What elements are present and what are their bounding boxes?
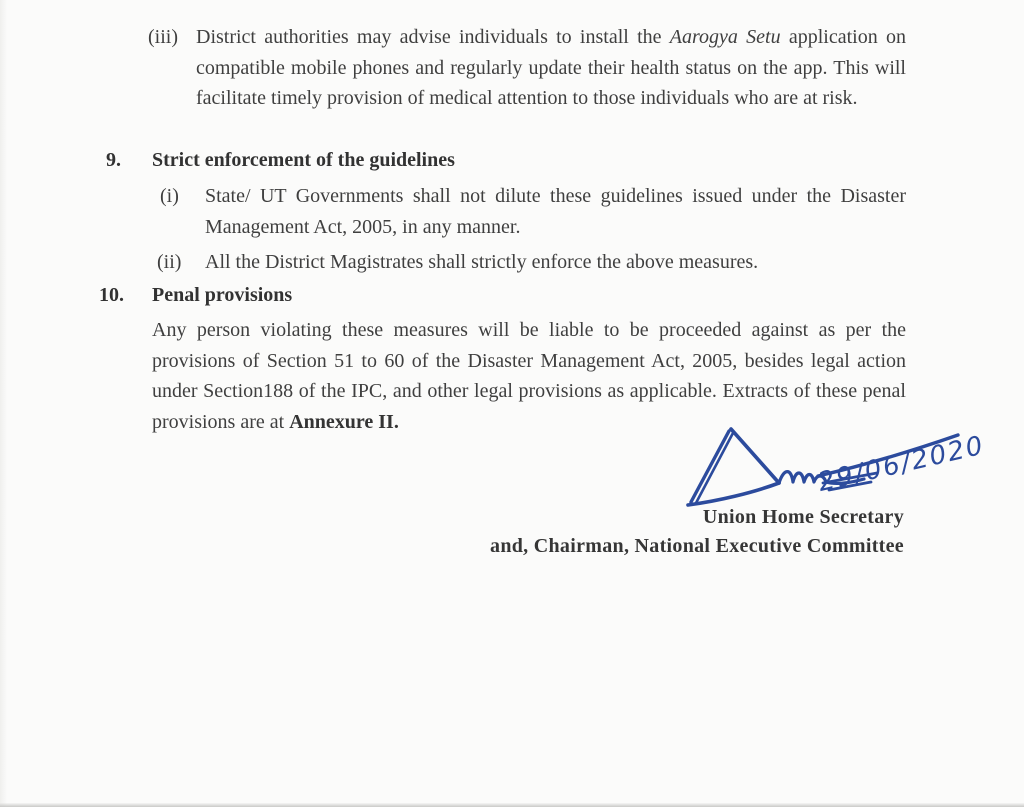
list-item-9-i-text: State/ UT Governments shall not dilute these guidelines issued under the Disaster Management Act, 2005, in any manner.: [205, 185, 906, 238]
signatory-title-line-2: and, Chairman, National Executive Committee: [490, 534, 904, 557]
section-9-heading: [106, 147, 906, 173]
section-10-number: 10.: [99, 284, 124, 306]
section-10-annexure-ref: Annexure II.: [289, 410, 399, 433]
signature-block: [344, 503, 904, 560]
list-item-iii: [148, 22, 906, 114]
list-marker-iii: (iii): [148, 26, 178, 48]
item-iii-italic-app-name: Aarogya Setu: [669, 26, 781, 48]
section-10-body-text: Any person violating these measures will be liable to be proceeded against as per the provisions of Section 51 to 60 of the Disaster Management Act, 2005, besides legal action under Section188 of the IPC, and other legal provisions as applicable. Extracts of these penal provisions are at: [152, 319, 906, 433]
list-item-9-ii-text: All the District Magistrates shall strictly enforce the above measures.: [205, 251, 759, 273]
item-iii-text-after: application on compatible mobile phones and regularly update their health status on the app. This will facilitate timely provision of medical attention to those individuals who are at risk.: [196, 26, 906, 109]
signature-date: 29/06/2020: [815, 430, 988, 498]
section-10-heading: [99, 282, 899, 308]
item-iii-text-before: District authorities may advise individuals to install the: [196, 26, 670, 48]
list-item-9-ii: [157, 247, 906, 278]
section-10-paragraph: [152, 315, 906, 437]
list-marker-9-ii: (ii): [157, 251, 182, 273]
signatory-title-line-1: Union Home Secretary: [702, 506, 904, 528]
list-item-iii-text: [196, 22, 906, 114]
section-9-number: 9.: [106, 149, 121, 171]
section-9-title: Strict enforcement of the guidelines: [152, 149, 455, 171]
section-10-title: Penal provisions: [152, 284, 293, 306]
list-marker-9-i: (i): [160, 185, 179, 207]
list-item-9-i: [160, 181, 906, 242]
